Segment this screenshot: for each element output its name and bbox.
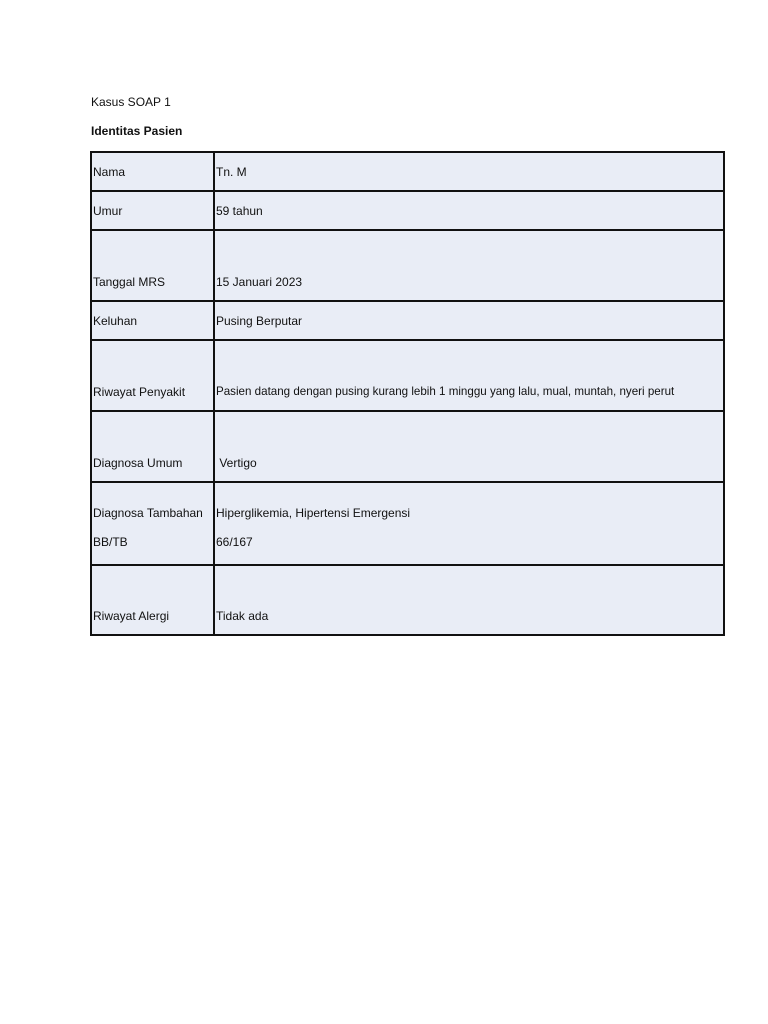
section-title-identitas-pasien: Identitas Pasien [91,124,183,138]
row-label-diagnosa-tambahan: Diagnosa Tambahan BB/TB [91,482,214,565]
row-label-riwayat-penyakit: Riwayat Penyakit [91,340,214,411]
row-label-riwayat-alergi: Riwayat Alergi [91,565,214,635]
row-value-riwayat-penyakit: Pasien datang dengan pusing kurang lebih 1 minggu yang lalu, mual, muntah, nyeri perut [214,340,724,411]
table-row-nama [91,152,724,191]
table-row-riwayat-penyakit [91,340,724,411]
row-value-riwayat-alergi: Tidak ada [214,565,724,635]
document-title: Kasus SOAP 1 [91,95,171,109]
row-label-bb-tb: BB/TB [93,535,128,549]
row-value-umur: 59 tahun [214,191,724,230]
table-row-umur [91,191,724,230]
row-label-umur: Umur [91,191,214,230]
table-row-tanggal-mrs [91,230,724,301]
row-value-tanggal-mrs: 15 Januari 2023 [214,230,724,301]
patient-identity-table [90,151,725,636]
row-value-keluhan: Pusing Berputar [214,301,724,340]
row-label-keluhan: Keluhan [91,301,214,340]
row-value-diagnosa-tambahan: Hiperglikemia, Hipertensi Emergensi 66/167 [214,482,724,565]
row-label-nama: Nama [91,152,214,191]
row-value-diagnosa-umum: Vertigo [214,411,724,482]
row-value-bb-tb: 66/167 [216,535,253,549]
row-label-diagnosa-umum: Diagnosa Umum [91,411,214,482]
table-row-riwayat-alergi [91,565,724,635]
table-row-diagnosa-umum [91,411,724,482]
table-row-diagnosa-tambahan [91,482,724,565]
row-label-tanggal-mrs: Tanggal MRS [91,230,214,301]
table-row-keluhan [91,301,724,340]
row-value-nama: Tn. M [214,152,724,191]
